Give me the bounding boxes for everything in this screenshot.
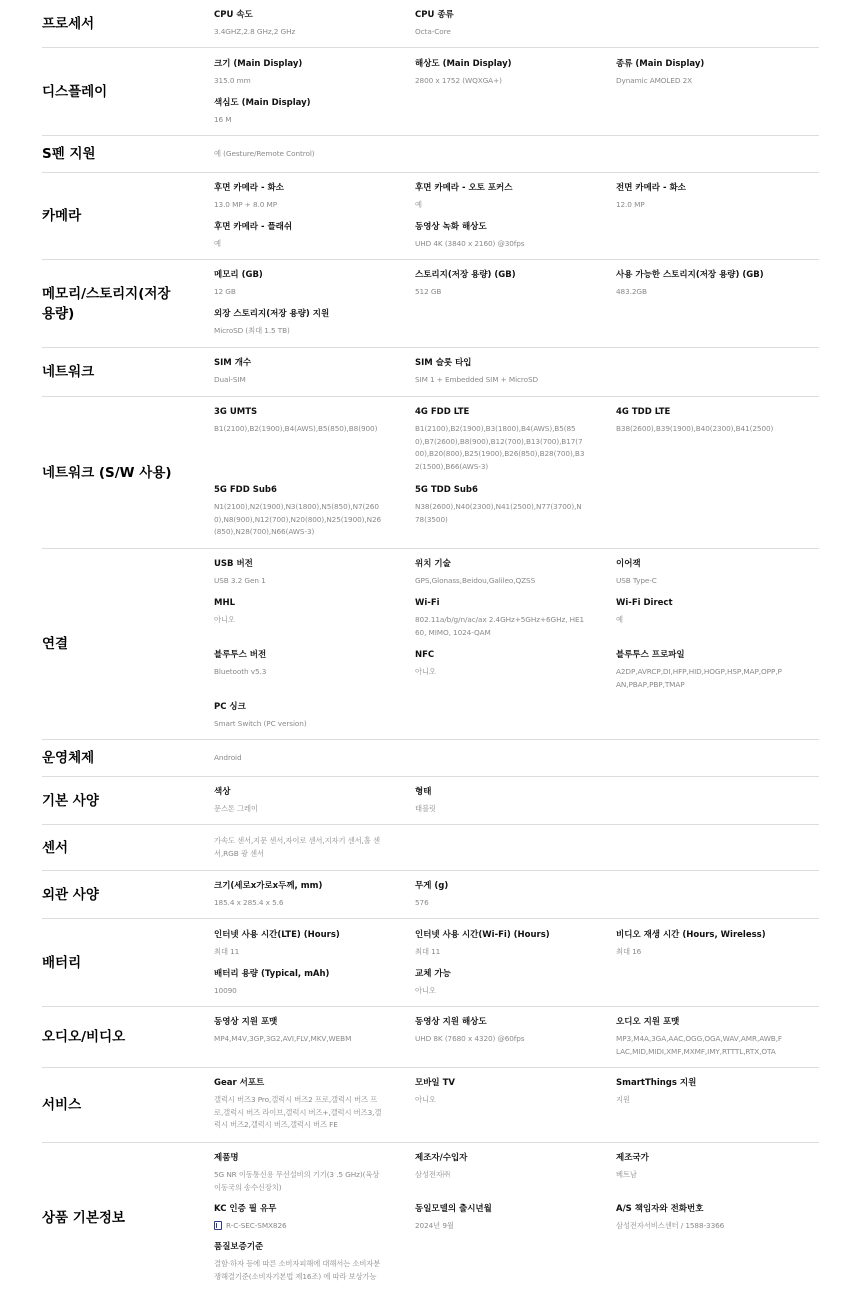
spec-item [616, 1203, 786, 1233]
item-value: UHD 8K (7680 x 4320) @60fps [415, 1034, 525, 1043]
row-title: 기본 사양 [42, 792, 99, 809]
spec-row-spen [42, 136, 819, 173]
spec-item [415, 1203, 585, 1233]
item-label: 색상 [214, 787, 231, 797]
item-label: 후면 카메라 - 오토 포커스 [415, 183, 513, 193]
spec-row-display [42, 48, 819, 136]
item-value: 최대 16 [616, 947, 642, 956]
spec-row-basic [42, 777, 819, 825]
spec-item [214, 182, 384, 212]
spec-row-network-sw [42, 397, 819, 549]
item-value: 베트남 [616, 1170, 637, 1179]
item-value: 결함·하자 등에 따른 소비자피해에 대해서는 소비자분쟁해결기준(소비자기본법 제16조) 에 따라 보상가능 [214, 1259, 381, 1281]
item-label: 외장 스토리지(저장 용량) 지원 [214, 309, 330, 319]
spec-item [415, 558, 585, 588]
spec-item [214, 1016, 384, 1046]
spec-item [214, 597, 384, 627]
item-label: 크기 (Main Display) [214, 59, 303, 69]
spec-item [616, 1152, 786, 1182]
item-value: GPS,Glonass,Beidou,Galileo,QZSS [415, 576, 536, 585]
spec-item [616, 1077, 786, 1107]
item-value: 2800 x 1752 (WQXGA+) [415, 76, 502, 85]
item-label: 인터넷 사용 시간(Wi-Fi) (Hours) [415, 930, 550, 940]
item-label: MHL [214, 598, 235, 608]
row-title: 상품 기본정보 [42, 1210, 125, 1226]
spec-row-audio-video [42, 1007, 819, 1068]
item-value [214, 1220, 384, 1233]
item-value: B1(2100),B2(1900),B3(1800),B4(AWS),B5(850),B7(2600),B8(900),B12(700),B13(700),B17(700),B20(800),B25(1900),B26(850),B28(700),B32(1500),B66(AWS-3) [415, 424, 585, 471]
item-value: MicroSD (최대 1.5 TB) [214, 326, 290, 335]
item-value: Smart Switch (PC version) [214, 719, 307, 728]
spec-item [214, 929, 384, 959]
spec-item [616, 929, 786, 959]
spec-row-processor [42, 0, 819, 48]
spec-item [214, 308, 384, 338]
spec-item [616, 406, 786, 436]
item-label: 5G FDD Sub6 [214, 485, 277, 495]
row-title: 운영체제 [42, 750, 95, 766]
spec-item [214, 221, 384, 251]
item-value: 483.2GB [616, 287, 647, 296]
item-label: CPU 속도 [214, 10, 253, 20]
item-value: 최대 11 [415, 947, 441, 956]
item-value: 10090 [214, 986, 237, 995]
item-value: 아니오 [415, 667, 436, 676]
spec-row-network [42, 348, 819, 397]
item-label: 전면 카메라 - 화소 [616, 183, 686, 193]
spec-item [616, 1016, 786, 1058]
spec-row-product-info [42, 1143, 819, 1293]
item-value: B38(2600),B39(1900),B40(2300),B41(2500) [616, 424, 774, 433]
item-label: A/S 책임자와 전화번호 [616, 1204, 704, 1214]
item-label: 인터넷 사용 시간(LTE) (Hours) [214, 930, 340, 940]
spec-item [214, 1241, 384, 1283]
item-label: 형태 [415, 787, 432, 797]
spec-item [415, 269, 585, 299]
item-value: 삼성전자㈜ [415, 1170, 450, 1179]
spec-item [415, 880, 585, 910]
kc-certification-icon [214, 1221, 222, 1230]
spec-item [214, 357, 384, 387]
spec-item [214, 97, 384, 127]
spec-item [616, 58, 786, 88]
item-value: Dual-SIM [214, 375, 246, 384]
spec-item [415, 1016, 585, 1046]
item-value: 갤럭시 버즈3 Pro,갤럭시 버즈2 프로,갤럭시 버즈 프로,갤럭시 버즈 라이브,갤럭시 버즈+,갤럭시 버즈3,갤럭시 버즈2,갤럭시 버즈,갤럭시 버즈 FE [214, 1095, 382, 1129]
spec-item [415, 484, 585, 526]
item-label: 배터리 용량 (Typical, mAh) [214, 969, 330, 979]
item-value: 아니오 [415, 986, 436, 995]
spec-item [616, 269, 786, 299]
item-value: B1(2100),B2(1900),B4(AWS),B5(850),B8(900) [214, 424, 378, 433]
row-title: 배터리 [42, 954, 82, 971]
item-value: 아니오 [415, 1095, 436, 1104]
spec-item [415, 786, 585, 816]
spec-row-camera [42, 173, 819, 260]
item-label: 교체 가능 [415, 969, 451, 979]
item-value: 802.11a/b/g/n/ac/ax 2.4GHz+5GHz+6GHz, HE160, MIMO, 1024-QAM [415, 615, 585, 637]
item-value: Dynamic AMOLED 2X [616, 76, 693, 85]
spec-item [616, 558, 786, 588]
item-value: MP4,M4V,3GP,3G2,AVI,FLV,MKV,WEBM [214, 1034, 352, 1043]
item-value: USB 3.2 Gen 1 [214, 576, 266, 585]
item-label: SIM 개수 [214, 358, 252, 368]
spec-row-os [42, 740, 819, 777]
item-value: 185.4 x 285.4 x 5.6 [214, 898, 284, 907]
spec-item [616, 182, 786, 212]
item-value: N1(2100),N2(1900),N3(1800),N5(850),N7(2600),N8(900),N12(700),N20(800),N25(1900),N26(850),N28(700),N66(AWS-3) [214, 502, 382, 536]
item-label: 3G UMTS [214, 407, 258, 417]
spec-item [415, 406, 585, 473]
item-label: 제품명 [214, 1153, 239, 1163]
item-label: 후면 카메라 - 화소 [214, 183, 284, 193]
row-title: 연결 [42, 636, 69, 652]
item-label: 동영상 지원 포맷 [214, 1017, 278, 1027]
row-title: 서비스 [42, 1097, 82, 1113]
item-label: 사용 가능한 스토리지(저장 용량) (GB) [616, 270, 764, 280]
spec-item [214, 269, 384, 299]
spec-item [214, 406, 384, 436]
item-value: 예 [214, 239, 221, 248]
spec-item [214, 880, 384, 910]
spec-item [415, 929, 585, 959]
item-label: 후면 카메라 - 플래쉬 [214, 222, 293, 232]
item-label: 이어잭 [616, 559, 641, 569]
spec-row-service [42, 1068, 819, 1143]
item-label: 색심도 (Main Display) [214, 98, 311, 108]
spec-item [415, 1152, 585, 1182]
spec-item [415, 9, 585, 39]
row-title: 네트워크 [42, 364, 95, 380]
item-value: 문스톤 그레이 [214, 804, 258, 813]
item-label: 블루투스 프로파일 [616, 650, 685, 660]
item-label: 비디오 재생 시간 (Hours, Wireless) [616, 930, 766, 940]
item-value: 512 GB [415, 287, 442, 296]
spec-row-battery [42, 919, 819, 1007]
spec-item [214, 968, 384, 998]
item-value: MP3,M4A,3GA,AAC,OGG,OGA,WAV,AMR,AWB,FLAC,MID,MIDI,XMF,MXMF,IMY,RTTTL,RTX,OTA [616, 1034, 783, 1056]
item-label: 스토리지(저장 용량) (GB) [415, 270, 516, 280]
item-value: USB Type-C [616, 576, 657, 585]
item-label: NFC [415, 650, 435, 660]
spec-item [214, 835, 384, 860]
item-label: 동영상 녹화 해상도 [415, 222, 487, 232]
item-label: 종류 (Main Display) [616, 59, 705, 69]
item-value: 16 M [214, 115, 232, 124]
item-value: 최대 11 [214, 947, 240, 956]
item-value: 12 GB [214, 287, 236, 296]
spec-item [415, 58, 585, 88]
item-value: 576 [415, 898, 429, 907]
item-label: SIM 슬롯 타입 [415, 358, 472, 368]
spec-row-exterior [42, 871, 819, 919]
row-title: 메모리/스토리지(저장 용량) [42, 285, 171, 322]
spec-item [214, 9, 384, 39]
item-label: 위치 기술 [415, 559, 451, 569]
spec-item [415, 221, 585, 251]
item-label: 4G TDD LTE [616, 407, 671, 417]
row-title: 카메라 [42, 208, 82, 224]
item-label: Gear 서포트 [214, 1078, 265, 1088]
item-value: 5G NR 이동통신용 무선설비의 기기(3 .5 GHz)(육상이동국의 송수신장치) [214, 1170, 380, 1192]
spec-item [214, 752, 384, 765]
item-value: 아니오 [214, 615, 235, 624]
spec-item [214, 148, 384, 161]
spec-item [214, 484, 384, 539]
spec-item [214, 1077, 384, 1132]
item-value: UHD 4K (3840 x 2160) @30fps [415, 239, 525, 248]
spec-item [415, 357, 585, 387]
row-title: 외관 사양 [42, 886, 99, 903]
spec-item [415, 182, 585, 212]
item-label: PC 싱크 [214, 702, 246, 712]
item-label: 제조국가 [616, 1153, 649, 1163]
spec-item [616, 597, 786, 627]
item-label: SmartThings 지원 [616, 1078, 697, 1088]
item-value: 3.4GHZ,2.8 GHz,2 GHz [214, 27, 296, 36]
spec-row-memory [42, 260, 819, 348]
spec-row-sensor [42, 825, 819, 871]
item-label: 5G TDD Sub6 [415, 485, 478, 495]
item-value: 예 [616, 615, 623, 624]
kc-cert-number: R-C-SEC-SMX826 [226, 1221, 287, 1230]
spec-item [214, 1152, 384, 1194]
row-title: 오디오/비디오 [42, 1029, 126, 1045]
spec-item [415, 968, 585, 998]
item-label: Wi-Fi [415, 598, 440, 608]
item-label: 블루투스 버전 [214, 650, 267, 660]
spec-item [214, 786, 384, 816]
item-value: N38(2600),N40(2300),N41(2500),N77(3700),N78(3500) [415, 502, 582, 524]
item-value: 가속도 센서,지문 센서,자이로 센서,지자기 센서,홀 센서,RGB 광 센서 [214, 836, 380, 858]
item-value: 삼성전자서비스센터 / 1588-3366 [616, 1221, 725, 1230]
item-label: 4G FDD LTE [415, 407, 470, 417]
row-title: 센서 [42, 839, 69, 856]
item-value: 315.0 mm [214, 76, 251, 85]
spec-item [415, 1077, 585, 1107]
item-label: Wi-Fi Direct [616, 598, 673, 608]
item-label: KC 인증 필 유무 [214, 1204, 277, 1214]
item-value: 지원 [616, 1095, 630, 1104]
spec-item [214, 649, 384, 679]
item-value: 2024년 9월 [415, 1221, 454, 1230]
spec-item [415, 649, 585, 679]
item-value: 12.0 MP [616, 200, 645, 209]
item-value: Android [214, 753, 242, 762]
item-value: 예 (Gesture/Remote Control) [214, 149, 315, 158]
spec-item [214, 58, 384, 88]
item-label: 크기(세로x가로x두께, mm) [214, 881, 323, 891]
item-label: 해상도 (Main Display) [415, 59, 512, 69]
item-value: Octa-Core [415, 27, 451, 36]
item-label: 모바일 TV [415, 1078, 455, 1088]
item-label: 동일모델의 출시년월 [415, 1204, 492, 1214]
item-value: Bluetooth v5.3 [214, 667, 267, 676]
row-title: 프로세서 [42, 15, 95, 32]
spec-item [214, 1203, 384, 1233]
item-label: 품질보증기준 [214, 1242, 264, 1252]
item-label: 동영상 지원 해상도 [415, 1017, 487, 1027]
row-title: 디스플레이 [42, 83, 108, 100]
item-value: 태블릿 [415, 804, 436, 813]
spec-row-connectivity [42, 549, 819, 740]
spec-item [214, 558, 384, 588]
item-value: 예 [415, 200, 422, 209]
item-label: USB 버전 [214, 559, 253, 569]
item-value: SIM 1 + Embedded SIM + MicroSD [415, 375, 539, 384]
spec-item [616, 649, 786, 691]
item-label: 무게 (g) [415, 881, 449, 891]
item-value: A2DP,AVRCP,DI,HFP,HID,HOGP,HSP,MAP,OPP,PAN,PBAP,PBP,TMAP [616, 667, 782, 689]
item-label: 오디오 지원 포맷 [616, 1017, 680, 1027]
row-title: S펜 지원 [42, 146, 96, 162]
item-label: CPU 종류 [415, 10, 454, 20]
item-value: 13.0 MP + 8.0 MP [214, 200, 278, 209]
row-title: 네트워크 (S/W 사용) [42, 464, 172, 481]
item-label: 제조자/수입자 [415, 1153, 468, 1163]
item-label: 메모리 (GB) [214, 270, 263, 280]
spec-item [415, 597, 585, 639]
spec-item [214, 701, 384, 731]
